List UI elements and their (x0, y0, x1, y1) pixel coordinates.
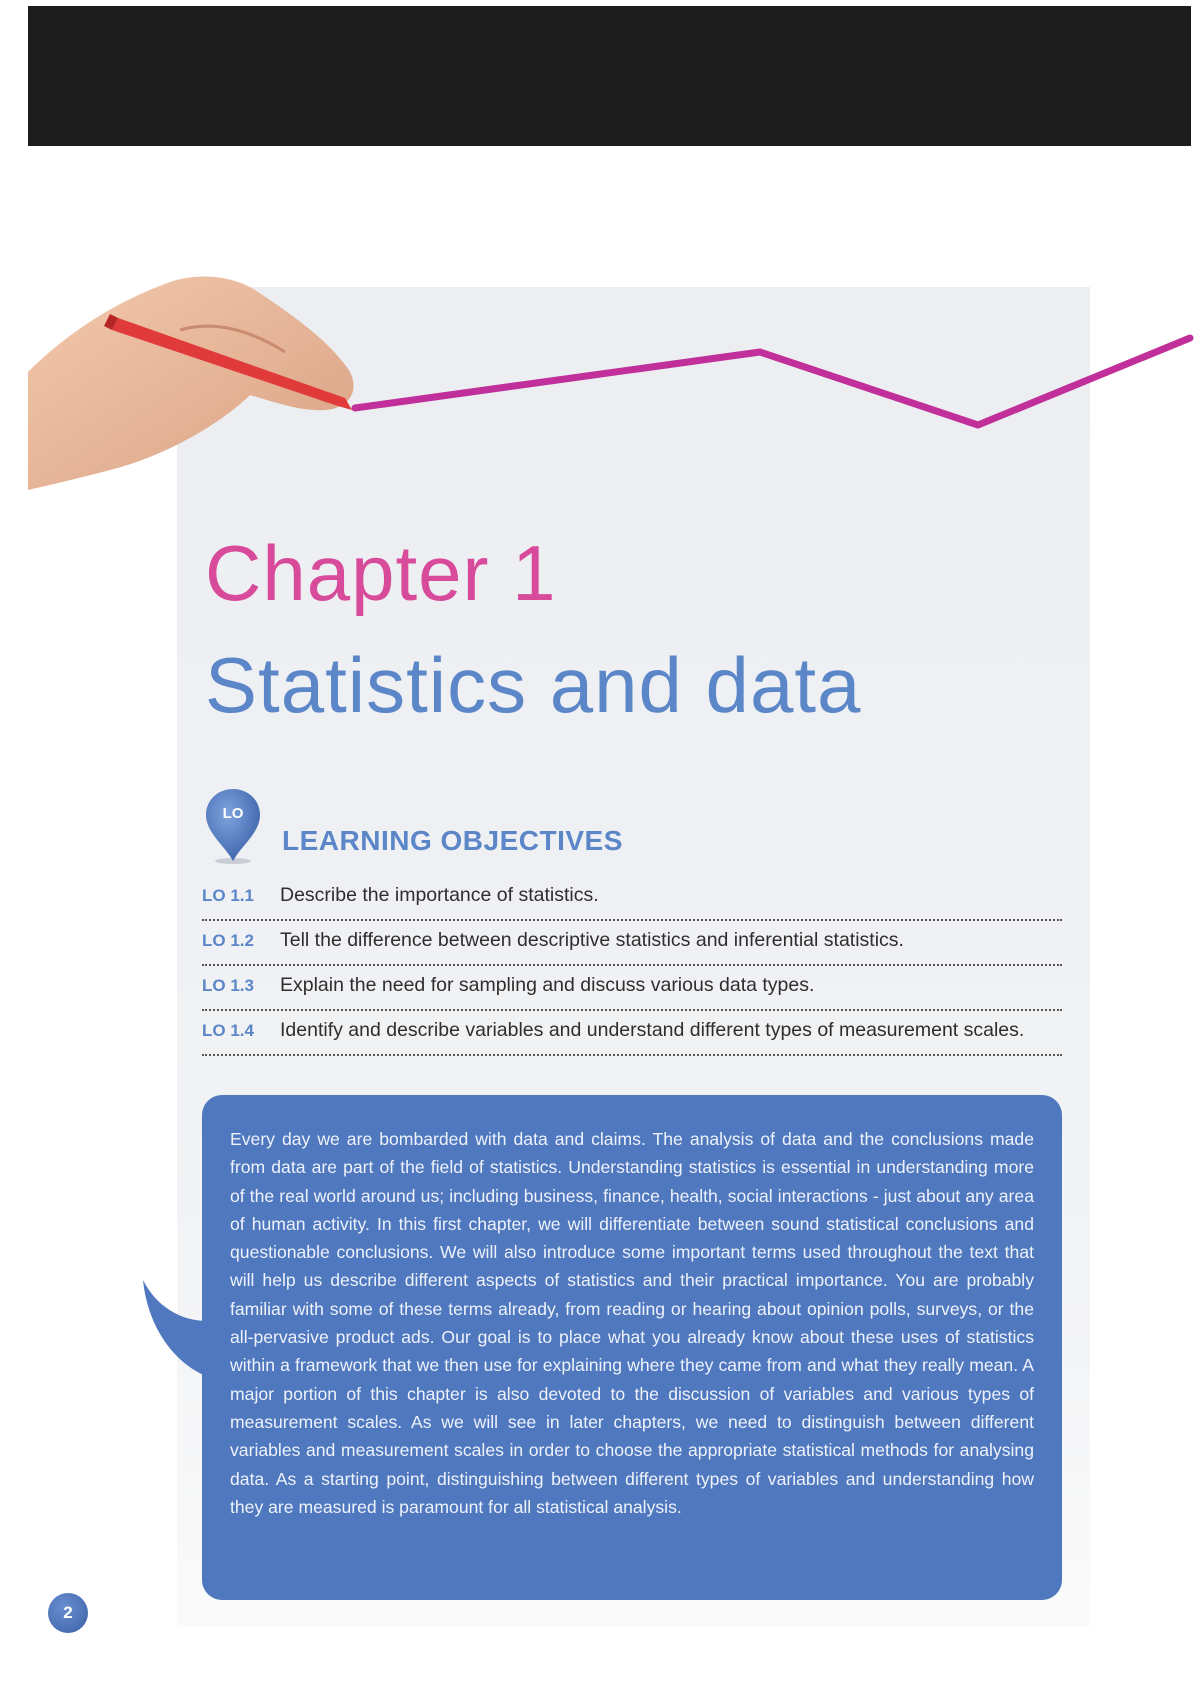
objective-row (202, 1011, 1062, 1056)
objective-text: Describe the importance of statistics. (280, 884, 599, 906)
chapter-title: Statistics and data (205, 641, 862, 729)
header-band (28, 6, 1191, 146)
hand-drawing-line-illustration (0, 260, 1200, 500)
objective-code: LO 1.3 (202, 976, 254, 995)
objective-text: Identify and describe variables and understand different types of measurement scales. (280, 1019, 1025, 1041)
objective-row (202, 966, 1062, 1011)
chapter-introduction-text: Every day we are bombarded with data and claims. The analysis of data and the conclusions made from data are part of the field of statistics. Understanding statistics is essential in understanding more of the real world around us; including business, finance, health, social interactions - just about any area of human activity. In this first chapter, we will differentiate between sound statistical conclusions and questionable conclusions. We will also introduce some important terms used throughout the text that will help us describe different aspects of statistics and their practical importance. You are probably familiar with some of these terms already, from reading or hearing about opinion polls, surveys, or the all-pervasive product ads. Our goal is to place what you already know about these uses of statistics within a framework that we then use for explaining where they came from and what they really mean. A major portion of this chapter is also devoted to the discussion of variables and various types of measurement scales. As we will see in later chapters, we need to distinguish between different variables and measurement scales in order to choose the appropriate statistical methods for analysing data. As a starting point, distinguishing between different types of variables and understanding how they are measured is paramount for all statistical analysis. (230, 1129, 1034, 1517)
objective-code: LO 1.4 (202, 1021, 254, 1040)
objective-text: Explain the need for sampling and discuss various data types. (280, 974, 815, 996)
objective-text: Tell the difference between descriptive statistics and inferential statistics. (280, 929, 904, 951)
learning-objectives-list (202, 876, 1062, 1056)
objective-code: LO 1.1 (202, 886, 254, 905)
lo-badge-label: LO (222, 805, 244, 822)
chapter-number: Chapter 1 (205, 529, 557, 617)
objective-row (202, 876, 1062, 921)
map-pin-icon (202, 785, 264, 865)
objective-row (202, 921, 1062, 966)
page-number: 2 (48, 1593, 88, 1633)
learning-objectives-heading: LEARNING OBJECTIVES (282, 825, 623, 856)
drawn-line (355, 338, 1190, 425)
chapter-introduction-box (202, 1095, 1062, 1600)
hand (28, 277, 354, 490)
objective-code: LO 1.2 (202, 931, 254, 950)
